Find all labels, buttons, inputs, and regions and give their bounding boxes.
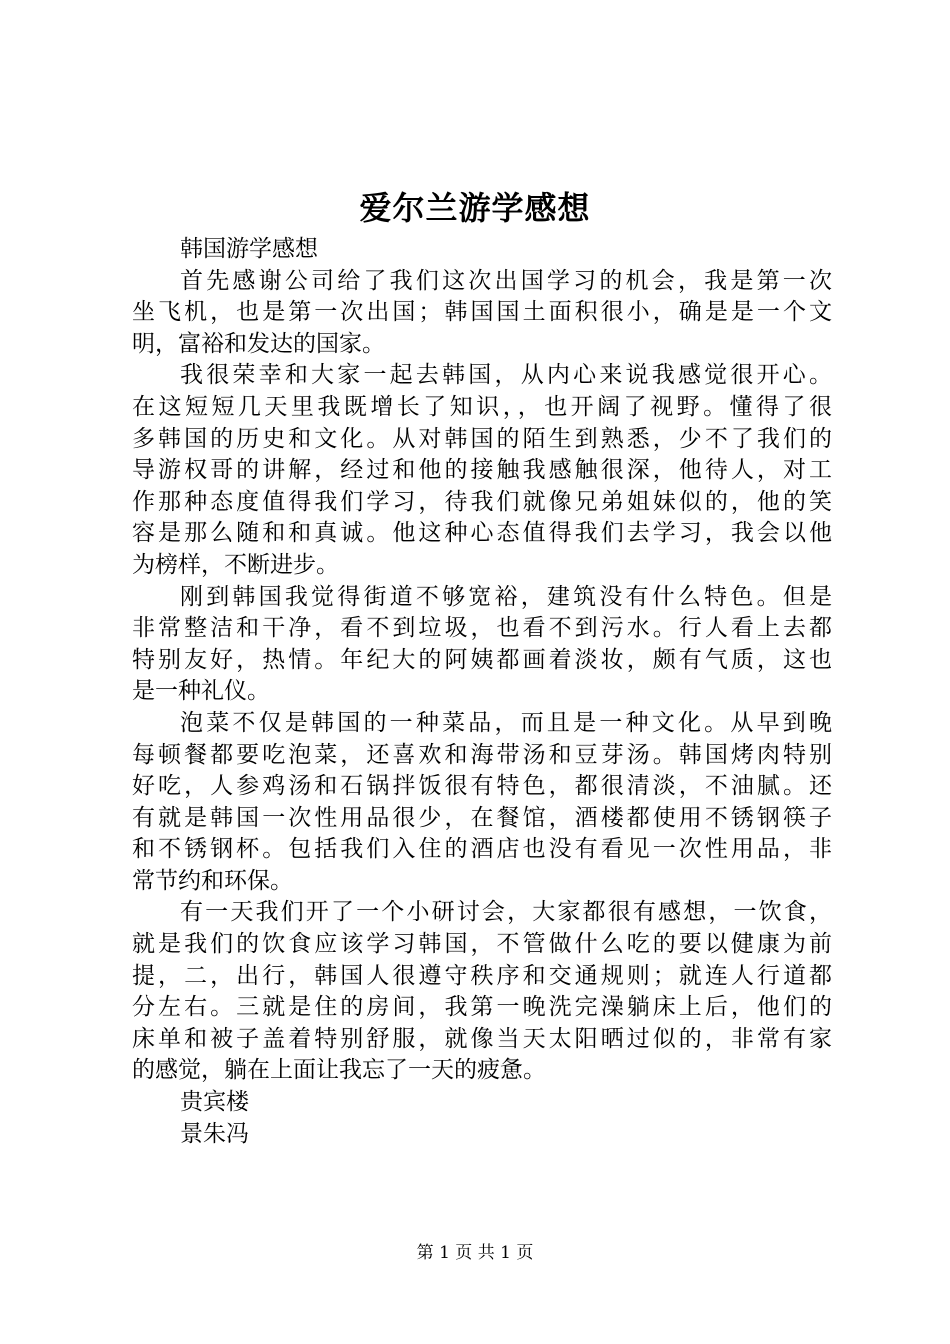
text-line: 和不锈钢杯。包括我们入住的酒店也没有看见一次性用品，非: [132, 836, 832, 863]
text-line: 首先感谢公司给了我们这次出国学习的机会，我是第一次: [180, 267, 832, 294]
document-body: [132, 234, 832, 1150]
text-line: 容是那么随和和真诚。他这种心态值得我们去学习，我会以他: [132, 520, 832, 547]
text-line: 有就是韩国一次性用品很少，在餐馆，酒楼都使用不锈钢筷子: [132, 804, 832, 831]
page-footer: 第 1 页 共 1 页: [416, 1243, 534, 1263]
text-line: 每顿餐都要吃泡菜，还喜欢和海带汤和豆芽汤。韩国烤肉特别: [132, 741, 832, 768]
text-line: 泡菜不仅是韩国的一种菜品，而且是一种文化。从早到晚: [180, 709, 832, 736]
text-line: 床单和被子盖着特别舒服，就像当天太阳晒过似的，非常有家: [132, 1025, 832, 1052]
text-line: 特别友好，热情。年纪大的阿姨都画着淡妆，颇有气质，这也: [132, 646, 832, 673]
document-title: 爱尔兰游学感想: [359, 189, 591, 227]
text-line: 我很荣幸和大家一起去韩国，从内心来说我感觉很开心。: [180, 362, 832, 389]
text-line: 韩国游学感想: [180, 236, 318, 262]
text-line: 多韩国的历史和文化。从对韩国的陌生到熟悉，少不了我们的: [132, 425, 832, 452]
text-line: 是一种礼仪。: [132, 678, 270, 705]
text-line: 有一天我们开了一个小研讨会，大家都很有感想，一饮食，: [180, 899, 832, 926]
text-line: 非常整洁和干净，看不到垃圾，也看不到污水。行人看上去都: [132, 615, 832, 642]
text-line: 作那种态度值得我们学习，待我们就像兄弟姐妹似的，他的笑: [132, 488, 832, 515]
text-line: 导游权哥的讲解，经过和他的接触我感触很深，他待人，对工: [132, 457, 832, 484]
text-line: 提，二，出行，韩国人很遵守秩序和交通规则；就连人行道都: [132, 962, 832, 989]
text-line: 为榜样，不断进步。: [132, 551, 339, 578]
text-line: 坐飞机，也是第一次出国；韩国国土面积很小，确是是一个文: [132, 299, 832, 326]
text-line: 贵宾楼: [180, 1089, 249, 1116]
text-line: 好吃，人参鸡汤和石锅拌饭很有特色，都很清淡，不油腻。还: [132, 773, 832, 800]
text-line: 分左右。三就是住的房间，我第一晚洗完澡躺床上后，他们的: [132, 994, 832, 1021]
text-line: 刚到韩国我觉得街道不够宽裕，建筑没有什么特色。但是: [180, 583, 832, 610]
text-line: 景朱冯: [180, 1120, 249, 1147]
text-line: 在这短短几天里我既增长了知识，，也开阔了视野。懂得了很: [132, 393, 832, 420]
text-line: 的感觉，躺在上面让我忘了一天的疲惫。: [132, 1057, 546, 1084]
text-line: 常节约和环保。: [132, 867, 293, 894]
text-line: 就是我们的饮食应该学习韩国，不管做什么吃的要以健康为前: [132, 931, 832, 958]
text-line: 明，富裕和发达的国家。: [132, 330, 385, 357]
